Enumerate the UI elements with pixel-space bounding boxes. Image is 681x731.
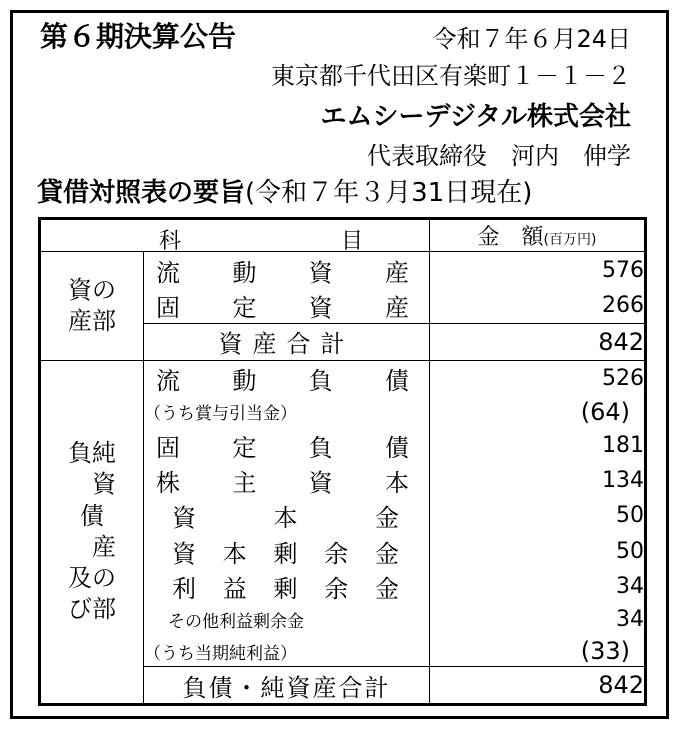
item-label — [144, 604, 430, 635]
item-value: 266 — [430, 288, 646, 324]
assets-total-label: 資産合計 — [144, 324, 430, 360]
item-value: 526 — [430, 360, 646, 396]
group-label-line: 債 — [80, 501, 104, 530]
item-value: 134 — [430, 463, 646, 498]
item-label: 固 定 資 産 — [144, 288, 430, 324]
item-label: 資 本 金 — [144, 498, 430, 533]
summary-heading — [37, 180, 532, 206]
item-label: 資 本 剰 余 金 — [144, 534, 430, 569]
representative: 代表取締役 河内 伸学 — [367, 142, 631, 170]
group-label-line: 及の — [68, 563, 116, 592]
assets-total-value: 842 — [430, 324, 646, 360]
table-row — [40, 360, 646, 396]
liabilities-group-label — [40, 360, 144, 704]
item-label: 流 動 資 産 — [144, 252, 430, 288]
column-header-amount: 金 額 — [477, 225, 544, 251]
item-label-text: （うち賞与引当金） — [144, 404, 297, 425]
item-label: 流 動 負 債 — [144, 360, 430, 396]
item-value: 576 — [430, 252, 646, 288]
item-label-text: その他利益剰余金 — [168, 612, 304, 633]
item-value: (64) — [430, 396, 646, 427]
group-label-line: 資の — [68, 275, 116, 304]
group-label-line: 産部 — [68, 306, 116, 335]
balance-sheet-table — [38, 217, 647, 706]
item-value: 181 — [430, 427, 646, 462]
item-label: 利 益 剰 余 金 — [144, 569, 430, 604]
notice-title: 第６期決算公告 — [40, 20, 237, 53]
group-label-line: 資 — [68, 470, 116, 499]
item-label: 固 定 負 債 — [144, 427, 430, 462]
column-header-unit: (百万円) — [543, 232, 597, 249]
liabilities-total-label: 負債・純資産合計 — [144, 667, 430, 705]
column-header-kamoku-2: 目 — [341, 229, 364, 254]
column-header-kamoku-1: 科 — [159, 229, 182, 254]
group-label-line: 負純 — [68, 439, 116, 468]
column-header-kingaku — [430, 219, 646, 252]
company-address: 東京都千代田区有楽町１－１－２ — [271, 62, 631, 90]
item-value: 50 — [430, 534, 646, 569]
table-header-row — [40, 219, 646, 252]
item-value: 50 — [430, 498, 646, 533]
company-name: エムシーデジタル株式会社 — [320, 102, 631, 132]
assets-section — [40, 252, 646, 360]
column-header-kamoku — [40, 219, 430, 252]
item-label-text: （うち当期純利益） — [144, 643, 297, 664]
group-label-line: 産 — [68, 532, 116, 561]
summary-date: (令和７年３月31日現在) — [245, 178, 533, 208]
liabilities-total-value: 842 — [430, 667, 646, 705]
item-value: (33) — [430, 636, 646, 667]
item-value: 34 — [430, 569, 646, 604]
table-row — [40, 252, 646, 288]
item-value: 34 — [430, 604, 646, 635]
summary-title: 貸借対照表の要旨 — [37, 178, 246, 208]
item-label: 株 主 資 本 — [144, 463, 430, 498]
assets-group-label — [40, 252, 144, 360]
item-label — [144, 396, 430, 427]
item-label — [144, 636, 430, 667]
group-label-line: び部 — [68, 595, 116, 624]
liabilities-section — [40, 360, 646, 704]
notice-date: 令和７年６月24日 — [432, 25, 631, 53]
